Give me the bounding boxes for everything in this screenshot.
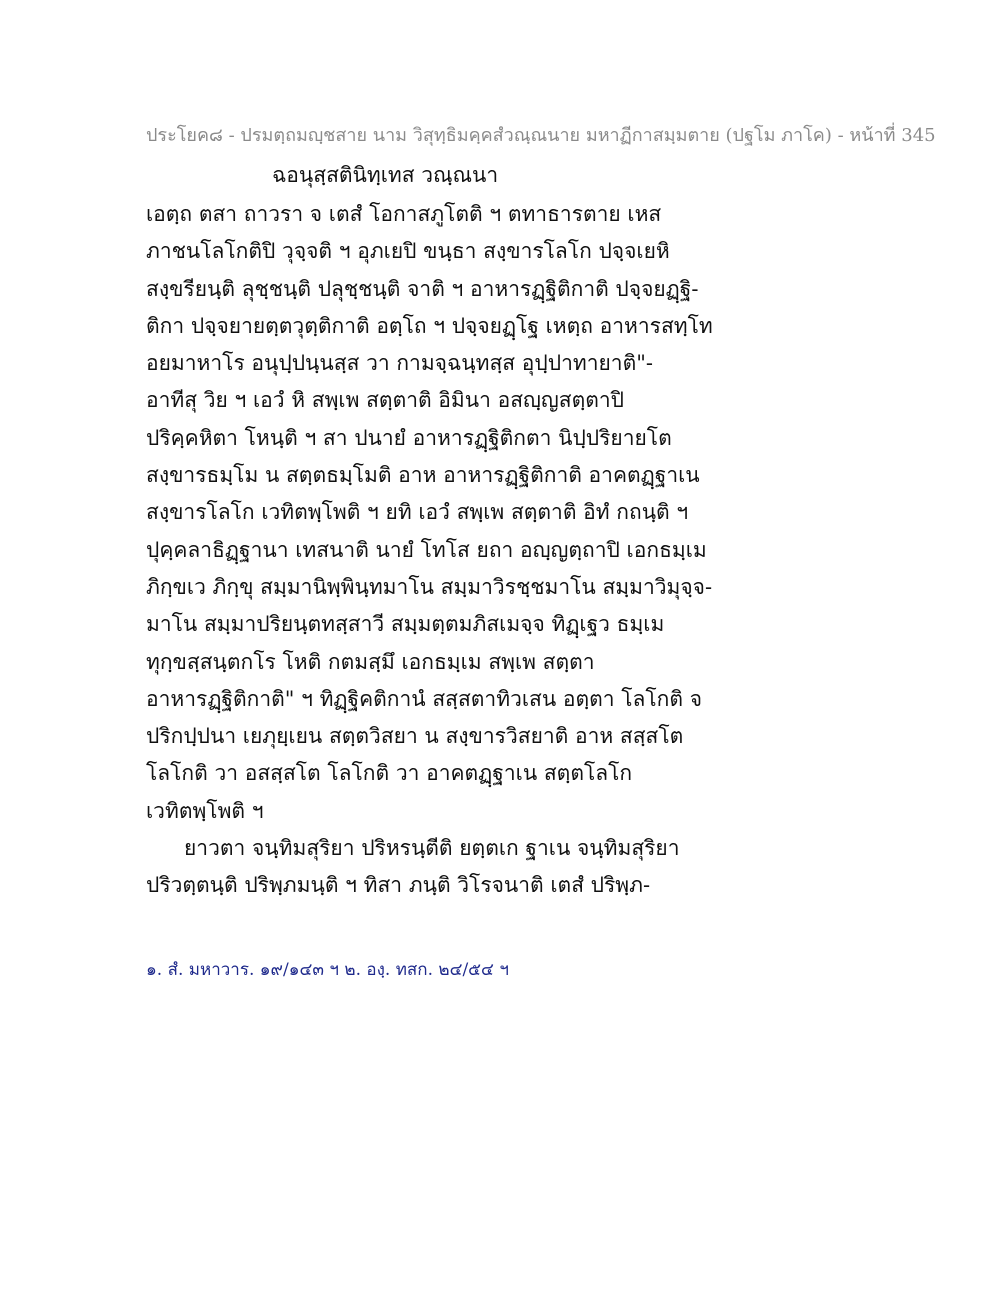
text-line: สงฺขารโลโก เวทิตพฺโพติ ฯ ยทิ เอวํ สพฺเพ สตฺตาติ อิทํ กถนฺติ ฯ <box>146 500 689 525</box>
text-line: ภิกฺขเว ภิกฺขุ สมฺมานิพฺพินฺทมาโน สมฺมาวิรชฺชมาโน สมฺมาวิมุจฺจ- <box>146 574 713 599</box>
paragraph-2 <box>146 830 876 905</box>
text-line: ปริคฺคหิตา โหนฺติ ฯ สา ปนายํ อาหารฏฺฐิติกตา นิปฺปริยายโต <box>146 425 672 450</box>
text-line: อยมาหาโร อนุปฺปนฺนสฺส วา กามจฺฉนฺทสฺส อุปฺปาทายาติ"- <box>146 351 653 376</box>
text-line: ภาชนโลโกติปิ วุจฺจติ ฯ อุภเยปิ ขนฺธา สงฺขารโลโก ปจฺจเยหิ <box>146 239 670 264</box>
section-title: ฉอนุสฺสตินิทฺเทส วณฺณนา <box>272 163 499 187</box>
text-line: ปุคฺคลาธิฏฺฐานา เทสนาติ นายํ โทโส ยถา อญฺญตฺถาปิ เอกธมฺเม <box>146 537 707 562</box>
paragraph-1 <box>146 196 876 830</box>
text-line: เวทิตพฺโพติ ฯ <box>146 798 264 823</box>
text-line: สงฺขารธมฺโม น สตฺตธมฺโมติ อาห อาหารฏฺฐิติกาติ อาคตฏฺฐาเน <box>146 463 700 488</box>
text-line: ยาวตา จนฺทิมสุริยา ปริหรนฺตีติ ยตฺตเก ฐาเน จนฺทิมสุริยา <box>184 836 680 861</box>
footnote: ๑. สํ. มหาวาร. ๑๙/๑๔๓ ฯ ๒. องฺ. ทสก. ๒๔/๕๔ ฯ <box>146 960 509 980</box>
body-text <box>146 196 876 905</box>
text-line: ทุกฺขสฺสนฺตกโร โหติ กตมสฺมึ เอกธมฺเม สพฺเพ สตฺตา <box>146 649 595 674</box>
text-line: เอตฺถ ตสา ถาวรา จ เตสํ โอกาสภูโตติ ฯ ตทาธารตาย เหส <box>146 202 662 226</box>
text-line: โลโกติ วา อสสฺสโต โลโกติ วา อาคตฏฺฐาเน สตฺตโลโก <box>146 761 633 786</box>
text-line: ติกา ปจฺจยายตฺตวุตฺติกาติ อตฺโถ ฯ ปจฺจยฏฺโฐ เหตฺถ อาหารสทฺโท <box>146 313 713 338</box>
text-line: มาโน สมฺมาปริยนฺตทสฺสาวี สมฺมตฺตมภิสเมจฺจ ทิฏฺเฐว ธมฺเม <box>146 612 665 637</box>
text-line: อาทีสุ วิย ฯ เอวํ หิ สพฺเพ สตฺตาติ อิมินา อสญฺญสตฺตาปิ <box>146 388 625 413</box>
text-line: สงฺขรียนฺติ ลุชฺชนฺติ ปลุชฺชนฺติ จาติ ฯ อาหารฏฺฐิติกาติ ปจฺจยฏฺฐิ- <box>146 276 699 301</box>
text-line: อาหารฏฺฐิติกาติ" ฯ ทิฏฺฐิคติกานํ สสฺสตาทิวเสน อตฺตา โลโกติ จ <box>146 686 702 711</box>
text-line: ปริกปฺปนา เยภุยฺเยน สตฺตวิสยา น สงฺขารวิสยาติ อาห สสฺสโต <box>146 724 684 749</box>
text-line: ปริวตฺตนฺติ ปริพฺภมนฺติ ฯ ทิสา ภนฺติ วิโรจนาติ เตสํ ปริพฺภ- <box>146 873 651 898</box>
running-header: ประโยค๘ - ปรมตฺถมญฺชสาย นาม วิสุทฺธิมคฺคสํวณฺณนาย มหาฏีกาสมฺมตาย (ปฐโม ภาโค) - หน้าที่ 345 <box>146 125 936 146</box>
